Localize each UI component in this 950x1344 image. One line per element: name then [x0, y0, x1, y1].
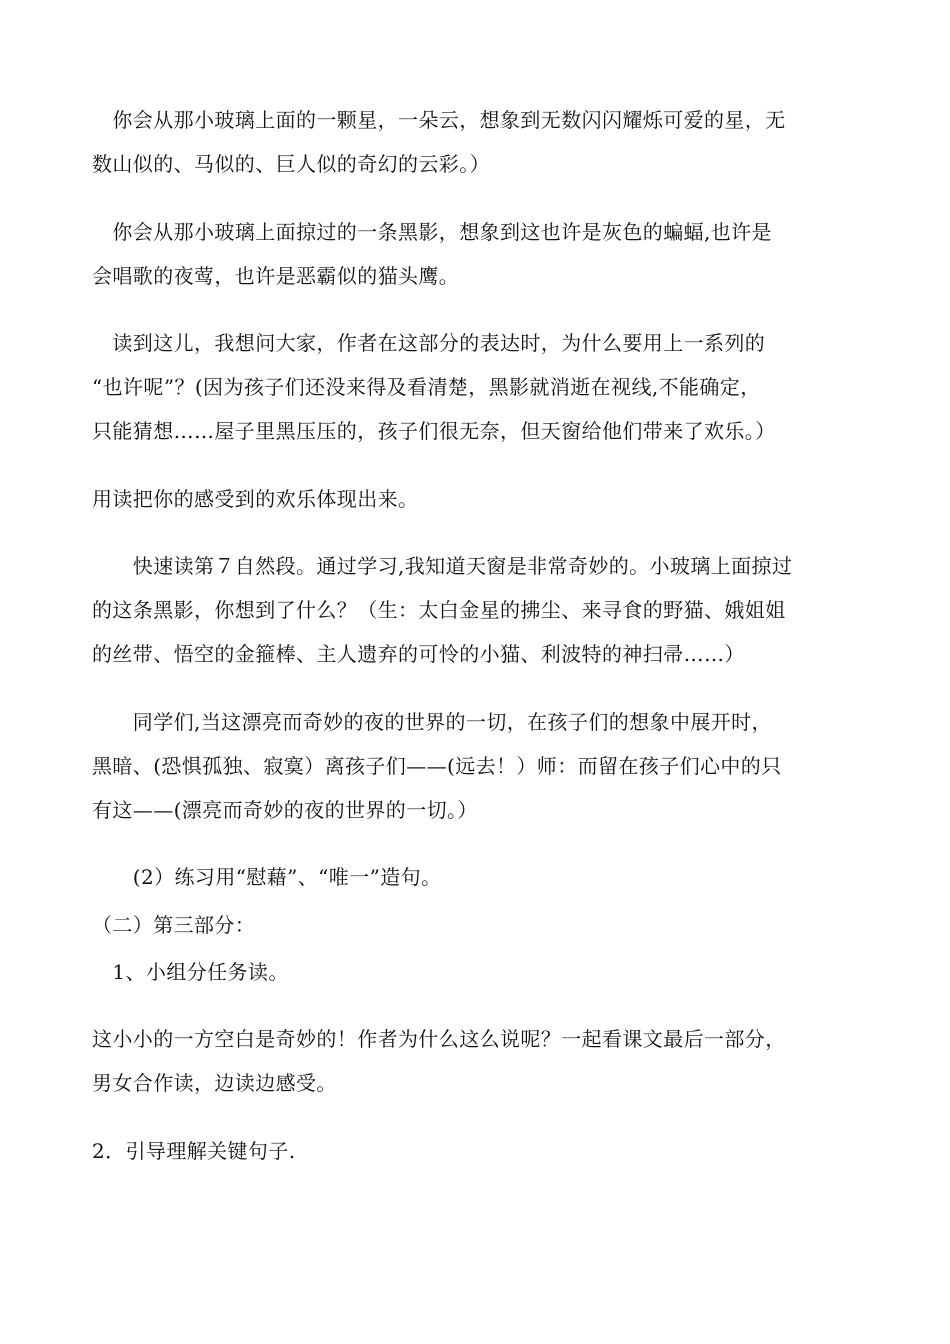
paragraph-7-line-1: (2）练习用“慰藉”、“唯一”造句。	[92, 865, 442, 889]
paragraph-1-line-2: 数山似的、马似的、巨人似的奇幻的云彩。）	[92, 152, 490, 176]
list-item-2: 2．引导理解关键句子.	[92, 1139, 296, 1163]
paragraph-2-line-2: 会唱歌的夜莺，也许是恶霸似的猫头鹰。	[92, 264, 460, 288]
paragraph-1-line-1: 你会从那小玻璃上面的一颗星，一朵云，想象到无数闪闪耀烁可爱的星，无	[92, 108, 786, 132]
paragraph-3-line-2: “也许呢”？(因为孩子们还没来得及看清楚，黑影就消逝在视线,不能确定，	[92, 375, 761, 399]
paragraph-5-line-1: 快速读第７自然段。通过学习,我知道天窗是非常奇妙的。小玻璃上面掠过	[92, 554, 793, 578]
paragraph-3-line-3: 只能猜想……屋子里黑压压的，孩子们很无奈，但天窗给他们带来了欢乐。）	[92, 419, 776, 443]
paragraph-6-line-2: 黑暗、(恐惧孤独、寂寞）离孩子们——(远去！）师：而留在孩子们心中的只	[92, 754, 782, 778]
paragraph-3-line-1: 读到这儿，我想问大家，作者在这部分的表达时，为什么要用上一系列的	[92, 331, 766, 355]
section-heading: （二）第三部分：	[92, 913, 256, 937]
paragraph-10-line-1: 这小小的一方空白是奇妙的！作者为什么这么说呢？一起看课文最后一部分，	[92, 1027, 786, 1051]
paragraph-5-line-3: 的丝带、悟空的金箍棒、主人遗弃的可怜的小猫、利波特的神扫帚……）	[92, 642, 745, 666]
paragraph-2-line-1: 你会从那小玻璃上面掠过的一条黑影，想象到这也许是灰色的蝙蝠,也许是	[92, 220, 772, 244]
list-item-1: 1、小组分任务读。	[92, 960, 289, 984]
paragraph-10-line-2: 男女合作读，边读边感受。	[92, 1071, 337, 1095]
paragraph-6-line-3: 有这——(漂亮而奇妙的夜的世界的一切。）	[92, 798, 478, 822]
paragraph-5-line-2: 的这条黑影，你想到了什么？（生：太白金星的拂尘、来寻食的野猫、娥姐姐	[92, 598, 786, 622]
paragraph-6-line-1: 同学们,当这漂亮而奇妙的夜的世界的一切，在孩子们的想象中展开时，	[92, 710, 772, 734]
paragraph-4-line-1: 用读把你的感受到的欢乐体现出来。	[92, 487, 419, 511]
